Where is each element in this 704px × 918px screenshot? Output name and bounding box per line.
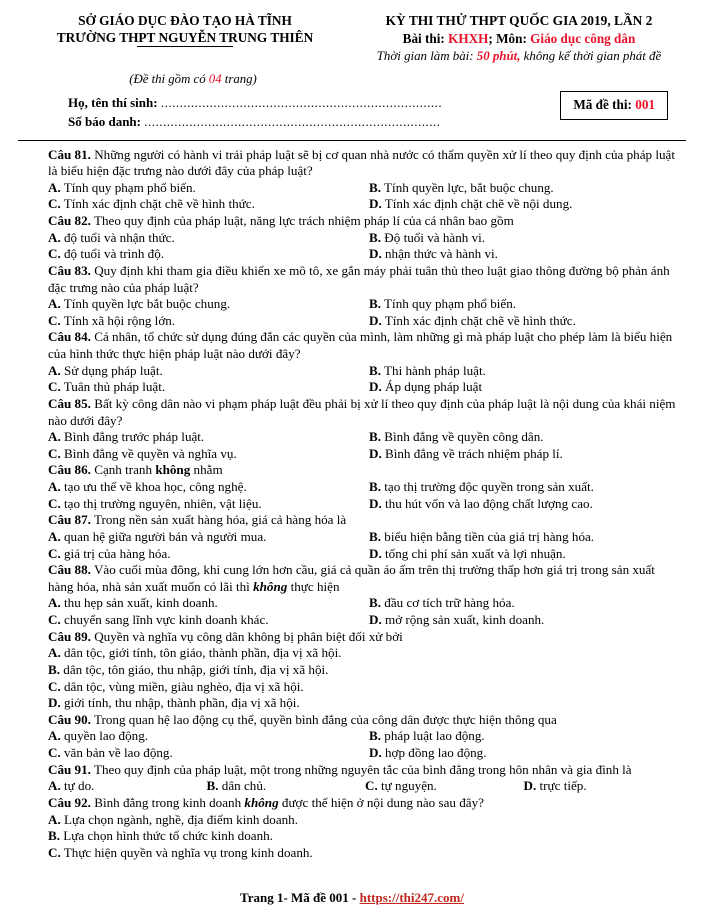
- question-stem: [48, 562, 682, 595]
- answer-option[interactable]: [48, 679, 682, 696]
- answer-option-label: B.: [369, 595, 382, 611]
- answer-option-text: chuyển sang lĩnh vực kinh doanh khác.: [60, 612, 269, 628]
- question-text: Trong quan hệ lao động cụ thể, quyền bình đẳng của công dân được thực hiện thông qua: [90, 711, 557, 727]
- answer-options: [48, 529, 682, 562]
- answer-option-label: C.: [48, 312, 61, 328]
- answer-option-label: C.: [48, 844, 61, 860]
- answer-column-right: [365, 363, 682, 396]
- answer-option-text: Lựa chọn hình thức tổ chức kinh doanh.: [60, 828, 273, 844]
- answer-option-label: C.: [48, 246, 61, 262]
- answer-option-text: dân chủ.: [218, 778, 267, 794]
- question-number: Câu 81.: [48, 146, 91, 162]
- answer-option-text: Tính xác định chặt chẽ về hình thức.: [60, 196, 255, 212]
- school-block: [18, 12, 352, 65]
- question-number: Câu 91.: [48, 761, 91, 777]
- answer-option-text: Lựa chọn ngành, nghề, địa điểm kinh doanh.: [60, 811, 299, 827]
- answer-option-text: pháp luật lao động.: [381, 728, 485, 744]
- question-text: Trong nền sản xuất hàng hóa, giá cả hàng hóa là: [90, 512, 347, 528]
- answer-option-text: Tính quyền lực, bắt buộc chung.: [381, 179, 554, 195]
- answer-option[interactable]: [369, 379, 682, 396]
- answer-cell: [48, 778, 207, 795]
- answer-option[interactable]: [48, 496, 365, 513]
- answer-option-label: B.: [369, 429, 382, 445]
- answer-option-text: giá trị của hàng hóa.: [60, 545, 171, 561]
- question-stem: [48, 396, 682, 429]
- question-stem: [48, 629, 682, 646]
- question-item: [48, 329, 682, 396]
- answer-option-text: thu hẹp sản xuất, kinh doanh.: [60, 595, 218, 611]
- answer-option-label: B.: [369, 179, 382, 195]
- question-text: Cạnh tranh không nhằm: [90, 462, 223, 478]
- answer-option-label: A.: [48, 778, 61, 794]
- answer-option-text: tạo ưu thế về khoa học, công nghệ.: [60, 479, 247, 495]
- answer-cell: [524, 778, 683, 795]
- answer-option[interactable]: [369, 429, 682, 446]
- question-stem: [48, 762, 682, 779]
- school-underline: [137, 46, 233, 47]
- page-count-value: 04: [208, 72, 222, 87]
- answer-option-text: tự nguyện.: [377, 778, 437, 794]
- answer-option[interactable]: [369, 728, 682, 745]
- answer-option-text: Bình đẳng về quyền và nghĩa vụ.: [60, 445, 237, 461]
- answer-options: [48, 595, 682, 628]
- exam-subject-prefix: Bài thi:: [402, 31, 449, 47]
- exam-subject-group: KHXH: [448, 31, 489, 47]
- answer-option-label: D.: [369, 612, 382, 628]
- question-stem: [48, 147, 682, 180]
- answer-column-right: [365, 230, 682, 263]
- answer-option-text: tổng chi phí sản xuất và lợi nhuận.: [381, 545, 566, 561]
- answer-option-text: giới tính, thu nhập, thành phần, địa vị xã hội.: [60, 695, 300, 711]
- answer-column-right: [365, 529, 682, 562]
- answer-column-right: [365, 296, 682, 329]
- answer-option-label: B.: [369, 728, 382, 744]
- answer-option[interactable]: [48, 828, 682, 845]
- question-item: [48, 462, 682, 512]
- answer-options: [48, 363, 682, 396]
- exam-block: [352, 12, 686, 65]
- question-number: Câu 82.: [48, 213, 91, 229]
- answer-option-text: quyền lao động.: [60, 728, 149, 744]
- answer-option[interactable]: [365, 778, 524, 795]
- answer-option[interactable]: [48, 645, 682, 662]
- answer-option-label: D.: [369, 312, 382, 328]
- exam-duration-line: [352, 48, 686, 65]
- answer-option[interactable]: [48, 446, 365, 463]
- answer-option[interactable]: [369, 479, 682, 496]
- question-item: [48, 396, 682, 463]
- question-stem: [48, 712, 682, 729]
- answer-option[interactable]: [48, 695, 682, 712]
- answer-options: [48, 812, 682, 862]
- answer-option-text: Độ tuổi và hành vi.: [381, 229, 486, 245]
- answer-option-text: dân tộc, vùng miền, giàu nghèo, địa vị xã hội.: [60, 678, 304, 694]
- duration-suffix: không kể thời gian phát đề: [520, 48, 662, 63]
- answer-column-left: [48, 296, 365, 329]
- question-text: Cá nhân, tổ chức sử dụng đúng đắn các quyền của mình, làm những gì mà pháp luật cho phép làm là biểu hiện của hình thức thực hiện pháp luật nào dưới đây?: [48, 329, 673, 362]
- answer-option-label: A.: [48, 479, 61, 495]
- question-number: Câu 92.: [48, 794, 91, 810]
- question-text: Bình đẳng trong kinh doanh không được thể hiện ở nội dung nào sau đây?: [90, 794, 484, 810]
- answer-option-label: B.: [369, 479, 382, 495]
- page-footer: [0, 890, 704, 907]
- exam-title: KỲ THI THỬ THPT QUỐC GIA 2019, LẦN 2: [385, 13, 653, 28]
- answer-option-text: Tính xã hội rộng lớn.: [60, 312, 176, 328]
- answer-option-text: Tính quy phạm phổ biến.: [60, 179, 196, 195]
- answer-column-left: [48, 180, 365, 213]
- exam-code-value: 001: [635, 97, 655, 113]
- answer-option[interactable]: [369, 180, 682, 197]
- answer-option-label: C.: [48, 612, 61, 628]
- question-stem: [48, 213, 682, 230]
- answer-option[interactable]: [48, 479, 365, 496]
- answer-option-label: D.: [369, 495, 382, 511]
- answer-option[interactable]: [48, 745, 365, 762]
- question-item: [48, 762, 682, 795]
- school-name: TRƯỜNG THPT NGUYỄN TRUNG THIÊN: [56, 30, 314, 46]
- questions-container: [0, 141, 704, 862]
- question-number: Câu 88.: [48, 562, 91, 578]
- answer-column-right: [365, 479, 682, 512]
- answer-option[interactable]: [369, 612, 682, 629]
- exam-code-box: [560, 91, 668, 120]
- answer-option[interactable]: [48, 778, 207, 795]
- exam-subject-name: Giáo dục công dân: [530, 31, 636, 47]
- page-count-suffix: trang): [221, 72, 257, 87]
- answer-option-label: D.: [369, 196, 382, 212]
- question-text: Quy định khi tham gia điều khiển xe mô tô, xe gắn máy phải tuân thủ theo luật giao thông đường bộ phản ánh đặc trưng nào của pháp luật?: [48, 262, 670, 295]
- answer-option-text: trực tiếp.: [536, 778, 587, 794]
- answer-column-right: [365, 728, 682, 761]
- answer-cell: [365, 778, 524, 795]
- answer-option-label: D.: [369, 545, 382, 561]
- answer-option-label: B.: [369, 362, 382, 378]
- answer-option-text: tự do.: [60, 778, 95, 794]
- answer-column-right: [365, 180, 682, 213]
- answer-option-label: A.: [48, 296, 61, 312]
- answer-option[interactable]: [48, 612, 365, 629]
- answer-option-label: C.: [48, 545, 61, 561]
- answer-option-label: A.: [48, 728, 61, 744]
- question-item: [48, 147, 682, 214]
- answer-option[interactable]: [48, 529, 365, 546]
- answer-option-text: tạo thị trường nguyên, nhiên, vật liệu.: [60, 495, 262, 511]
- answer-option-label: D.: [369, 246, 382, 262]
- answer-options: [48, 230, 682, 263]
- answer-option[interactable]: [369, 546, 682, 563]
- answer-option-text: dân tộc, giới tính, tôn giáo, thành phần, địa vị xã hội.: [60, 645, 342, 661]
- question-stem: [48, 795, 682, 812]
- question-stem: [48, 462, 682, 479]
- footer-text: Trang 1- Mã đề 001 -: [239, 889, 360, 905]
- answer-column-left: [48, 479, 365, 512]
- answer-option[interactable]: [369, 246, 682, 263]
- question-text: Bất kỳ công dân nào vi phạm pháp luật đều phải bị xử lí theo quy định của pháp luật là nội dung của khái niệm nào dưới đây?: [48, 395, 676, 428]
- answer-option-label: B.: [206, 778, 219, 794]
- footer-link[interactable]: https://thi247.com/: [359, 889, 464, 905]
- answer-option[interactable]: [369, 296, 682, 313]
- answer-option-text: Thi hành pháp luật.: [381, 362, 486, 378]
- answer-option[interactable]: [48, 230, 365, 247]
- answer-option-text: Bình đẳng về quyền công dân.: [381, 429, 544, 445]
- answer-option[interactable]: [48, 546, 365, 563]
- question-item: [48, 795, 682, 862]
- answer-option-text: Tính quy phạm phổ biến.: [381, 296, 517, 312]
- answer-option-text: biểu hiện bằng tiền của giá trị hàng hóa.: [381, 528, 595, 544]
- answer-option[interactable]: [524, 778, 683, 795]
- question-item: [48, 629, 682, 712]
- answer-option[interactable]: [48, 313, 365, 330]
- question-stem: [48, 512, 682, 529]
- exam-subject-sep: ; Môn:: [488, 31, 531, 47]
- school-name-wrap: [57, 29, 313, 47]
- question-stem: [48, 263, 682, 296]
- answer-option[interactable]: [369, 496, 682, 513]
- answer-options: [48, 180, 682, 213]
- answer-option-text: đầu cơ tích trữ hàng hóa.: [381, 595, 515, 611]
- answer-option-label: C.: [48, 745, 61, 761]
- answer-option-text: Tính xác định chặt chẽ về hình thức.: [381, 312, 576, 328]
- answer-options: [48, 479, 682, 512]
- question-number: Câu 84.: [48, 329, 91, 345]
- question-item: [48, 712, 682, 762]
- answer-option[interactable]: [369, 446, 682, 463]
- candidate-name-input[interactable]: ...........................................................................: [160, 94, 443, 110]
- answer-option-text: dân tộc, tôn giáo, thu nhập, giới tính, địa vị xã hội.: [60, 661, 329, 677]
- answer-option[interactable]: [48, 662, 682, 679]
- exam-code-label: Mã đề thi:: [573, 97, 636, 113]
- answer-option-text: độ tuổi và nhận thức.: [60, 229, 175, 245]
- answer-column-right: [365, 429, 682, 462]
- page-count-note: [28, 71, 358, 87]
- answer-option[interactable]: [48, 363, 365, 380]
- answer-option-label: C.: [48, 379, 61, 395]
- question-number: Câu 86.: [48, 462, 91, 478]
- answer-option[interactable]: [369, 529, 682, 546]
- candidate-info-block: [0, 65, 704, 130]
- candidate-sbd-label: Số báo danh:: [68, 114, 141, 130]
- answer-option[interactable]: [369, 230, 682, 247]
- candidate-name-label: Họ, tên thí sinh:: [68, 94, 158, 110]
- answer-column-right: [365, 595, 682, 628]
- answer-option-label: C.: [48, 678, 61, 694]
- question-text: Theo quy định của pháp luật, một trong những nguyên tắc của bình đẳng trong hôn nhân và gia đình là: [90, 761, 632, 777]
- question-stem: [48, 329, 682, 362]
- answer-option-label: A.: [48, 811, 61, 827]
- answer-option-label: B.: [48, 661, 61, 677]
- exam-subject-line: [352, 30, 686, 48]
- answer-option-text: độ tuổi và trình độ.: [60, 246, 165, 262]
- answer-options: [48, 296, 682, 329]
- answer-option[interactable]: [48, 180, 365, 197]
- answer-options: [48, 645, 682, 712]
- answer-option[interactable]: [48, 429, 365, 446]
- question-item: [48, 263, 682, 330]
- question-number: Câu 90.: [48, 711, 91, 727]
- question-text: Theo quy định của pháp luật, năng lực trách nhiệm pháp lí của cá nhân bao gồm: [90, 213, 514, 229]
- answer-option-label: A.: [48, 595, 61, 611]
- answer-option[interactable]: [48, 728, 365, 745]
- answer-column-left: [48, 363, 365, 396]
- question-number: Câu 85.: [48, 395, 91, 411]
- answer-option[interactable]: [48, 845, 682, 862]
- answer-option-label: C.: [48, 495, 61, 511]
- answer-options: [48, 778, 682, 795]
- answer-option-text: văn bản về lao động.: [60, 745, 173, 761]
- answer-option-text: quan hệ giữa người bán và người mua.: [60, 528, 267, 544]
- question-text: Vào cuối mùa đông, khi cung lớn hơn cầu, giá cả quần áo ấm trên thị trường thấp hơn giá trị trong sản xuất hàng hóa, nhà sản xuất muốn có lãi thì không thực hiện: [48, 562, 655, 594]
- answer-option-label: D.: [523, 778, 537, 794]
- answer-cell: [207, 778, 366, 795]
- answer-option[interactable]: [48, 296, 365, 313]
- answer-option-text: Tuân thủ pháp luật.: [60, 379, 166, 395]
- answer-option-text: thu hút vốn và lao động chất lượng cao.: [381, 495, 593, 511]
- answer-options: [48, 429, 682, 462]
- question-item: [48, 213, 682, 263]
- answer-option-text: tạo thị trường độc quyền trong sản xuất.: [381, 479, 594, 495]
- question-number: Câu 87.: [48, 512, 91, 528]
- answer-option-label: A.: [48, 429, 61, 445]
- answer-option-label: A.: [48, 528, 61, 544]
- document-header: [0, 0, 704, 65]
- answer-option-label: B.: [369, 229, 382, 245]
- department-name: SỞ GIÁO DỤC ĐÀO TẠO HÀ TĨNH: [78, 13, 292, 28]
- answer-option[interactable]: [369, 745, 682, 762]
- answer-option-text: Áp dụng pháp luật: [381, 379, 483, 395]
- answer-option[interactable]: [369, 313, 682, 330]
- answer-option-label: B.: [48, 828, 61, 844]
- question-number: Câu 83.: [48, 262, 91, 278]
- answer-column-left: [48, 728, 365, 761]
- answer-option[interactable]: [48, 595, 365, 612]
- answer-option-text: Thực hiện quyền và nghĩa vụ trong kinh doanh.: [60, 844, 313, 860]
- question-text: Quyền và nghĩa vụ công dân không bị phân biệt đối xử bởi: [90, 628, 403, 644]
- answer-option-label: C.: [48, 196, 61, 212]
- question-number: Câu 89.: [48, 628, 91, 644]
- answer-option-label: B.: [369, 528, 382, 544]
- answer-option-label: D.: [48, 695, 61, 711]
- answer-option-label: A.: [48, 362, 61, 378]
- answer-options: [48, 728, 682, 761]
- candidate-sbd-input[interactable]: ...............................................................................: [144, 114, 441, 130]
- answer-option[interactable]: [48, 379, 365, 396]
- answer-option-text: hợp đồng lao động.: [381, 745, 487, 761]
- answer-option-label: C.: [48, 445, 61, 461]
- answer-option-label: C.: [365, 778, 378, 794]
- answer-option-text: nhận thức và hành vi.: [381, 246, 498, 262]
- answer-column-left: [48, 230, 365, 263]
- answer-option[interactable]: [369, 595, 682, 612]
- answer-option[interactable]: [48, 246, 365, 263]
- answer-option[interactable]: [369, 196, 682, 213]
- answer-option[interactable]: [369, 363, 682, 380]
- answer-option-text: mở rộng sản xuất, kinh doanh.: [381, 612, 545, 628]
- duration-prefix: Thời gian làm bài:: [376, 48, 477, 63]
- question-item: [48, 512, 682, 562]
- answer-option-text: Bình đẳng trước pháp luật.: [60, 429, 205, 445]
- answer-option[interactable]: [48, 812, 682, 829]
- answer-column-left: [48, 595, 365, 628]
- question-text: Những người có hành vi trái pháp luật sẽ bị cơ quan nhà nước có thẩm quyền xử lí theo quy định của pháp luật là biểu hiện đặc trưng nào dưới đây của pháp luật?: [48, 146, 675, 179]
- answer-option-text: Tính quyền lực bắt buộc chung.: [60, 296, 231, 312]
- answer-column-left: [48, 529, 365, 562]
- answer-option-label: D.: [369, 379, 382, 395]
- answer-option-label: A.: [48, 179, 61, 195]
- answer-column-left: [48, 429, 365, 462]
- answer-option-text: Sử dụng pháp luật.: [60, 362, 163, 378]
- answer-option-label: D.: [369, 745, 382, 761]
- duration-value: 50 phút,: [476, 48, 521, 63]
- answer-option-label: A.: [48, 645, 61, 661]
- question-item: [48, 562, 682, 629]
- answer-option[interactable]: [48, 196, 365, 213]
- page-count-prefix: (Đề thi gồm có: [129, 72, 209, 87]
- answer-option-label: B.: [369, 296, 382, 312]
- answer-option[interactable]: [207, 778, 366, 795]
- answer-option-text: Tính xác định chặt chẽ về nội dung.: [381, 196, 573, 212]
- answer-option-label: D.: [369, 445, 382, 461]
- answer-option-text: Bình đẳng về trách nhiệm pháp lí.: [381, 445, 563, 461]
- answer-option-label: A.: [48, 229, 61, 245]
